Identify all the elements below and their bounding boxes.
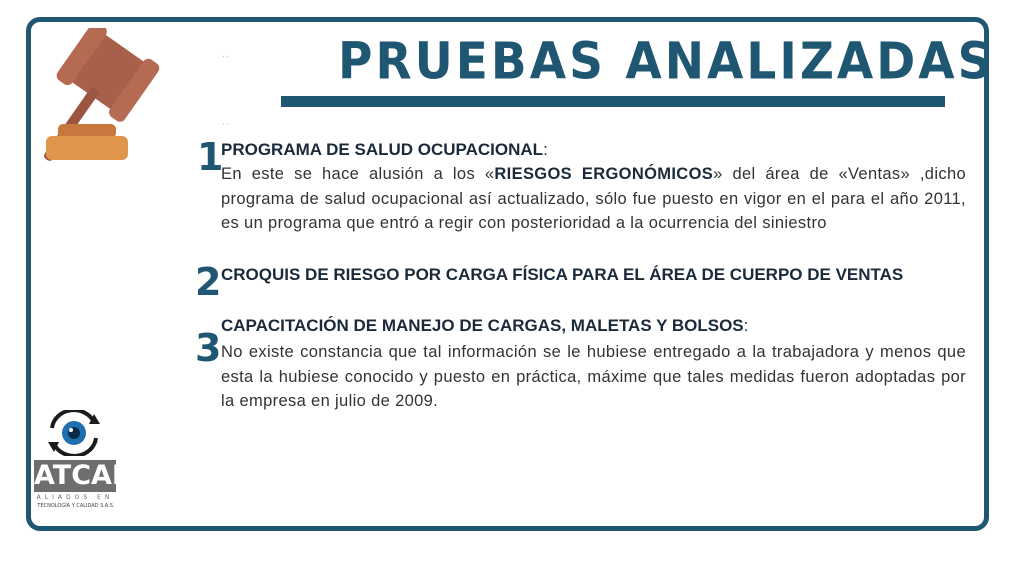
heading-colon: :: [743, 316, 749, 335]
item-heading-1: [221, 139, 548, 161]
item-heading-text: PROGRAMA DE SALUD OCUPACIONAL: [221, 140, 544, 159]
logo-wordmark: ATCAL: [34, 460, 130, 491]
item-paragraph-3: No existe constancia que tal información se le hubiese entregado a la trabajadora y menos que esta la hubiese conocido y puesto en práctica, máxime que tales medidas fueron adoptadas por la empresa en julio de 2009.: [221, 343, 966, 410]
heading-colon: :: [543, 140, 548, 159]
item-number-3: 3: [195, 326, 222, 370]
gavel-icon: [44, 28, 200, 162]
item-paragraph-1: [221, 162, 966, 236]
paragraph-bold: RIESGOS ERGONÓMICOS: [494, 165, 714, 183]
paragraph-text: En este se hace alusión a los «: [221, 165, 495, 183]
item-number-2: 2: [195, 260, 222, 304]
decor-dots: ..: [222, 50, 230, 60]
logo-tagline: ALIADOS EN: [36, 494, 114, 501]
item-heading-text: CAPACITACIÓN DE MANEJO DE CARGAS, MALETAS Y BOLSOS: [221, 316, 744, 335]
paragraph-text: » del área de «Ventas» ,dicho programa de salud ocupacional así actualizado, sólo fue puesto en vigor en el para el año 2011, es un programa que entró a regir con posterioridad a la ocurrencia del siniestro: [221, 165, 966, 232]
item-number-1: 1: [197, 135, 224, 179]
item-heading-2: CROQUIS DE RIESGO POR CARGA FÍSICA PARA EL ÁREA DE CUERPO DE VENTAS: [221, 265, 904, 284]
company-logo: [30, 410, 130, 516]
logo-company-name: TECNOLOGÍA Y CALIDAD S.A.S.: [37, 503, 115, 509]
eye-icon: [42, 410, 106, 456]
item-heading-3: [221, 315, 748, 337]
page-title: PRUEBAS ANALIZADAS: [338, 32, 995, 92]
decor-dots: ..: [222, 118, 230, 128]
title-underline: [281, 96, 945, 107]
